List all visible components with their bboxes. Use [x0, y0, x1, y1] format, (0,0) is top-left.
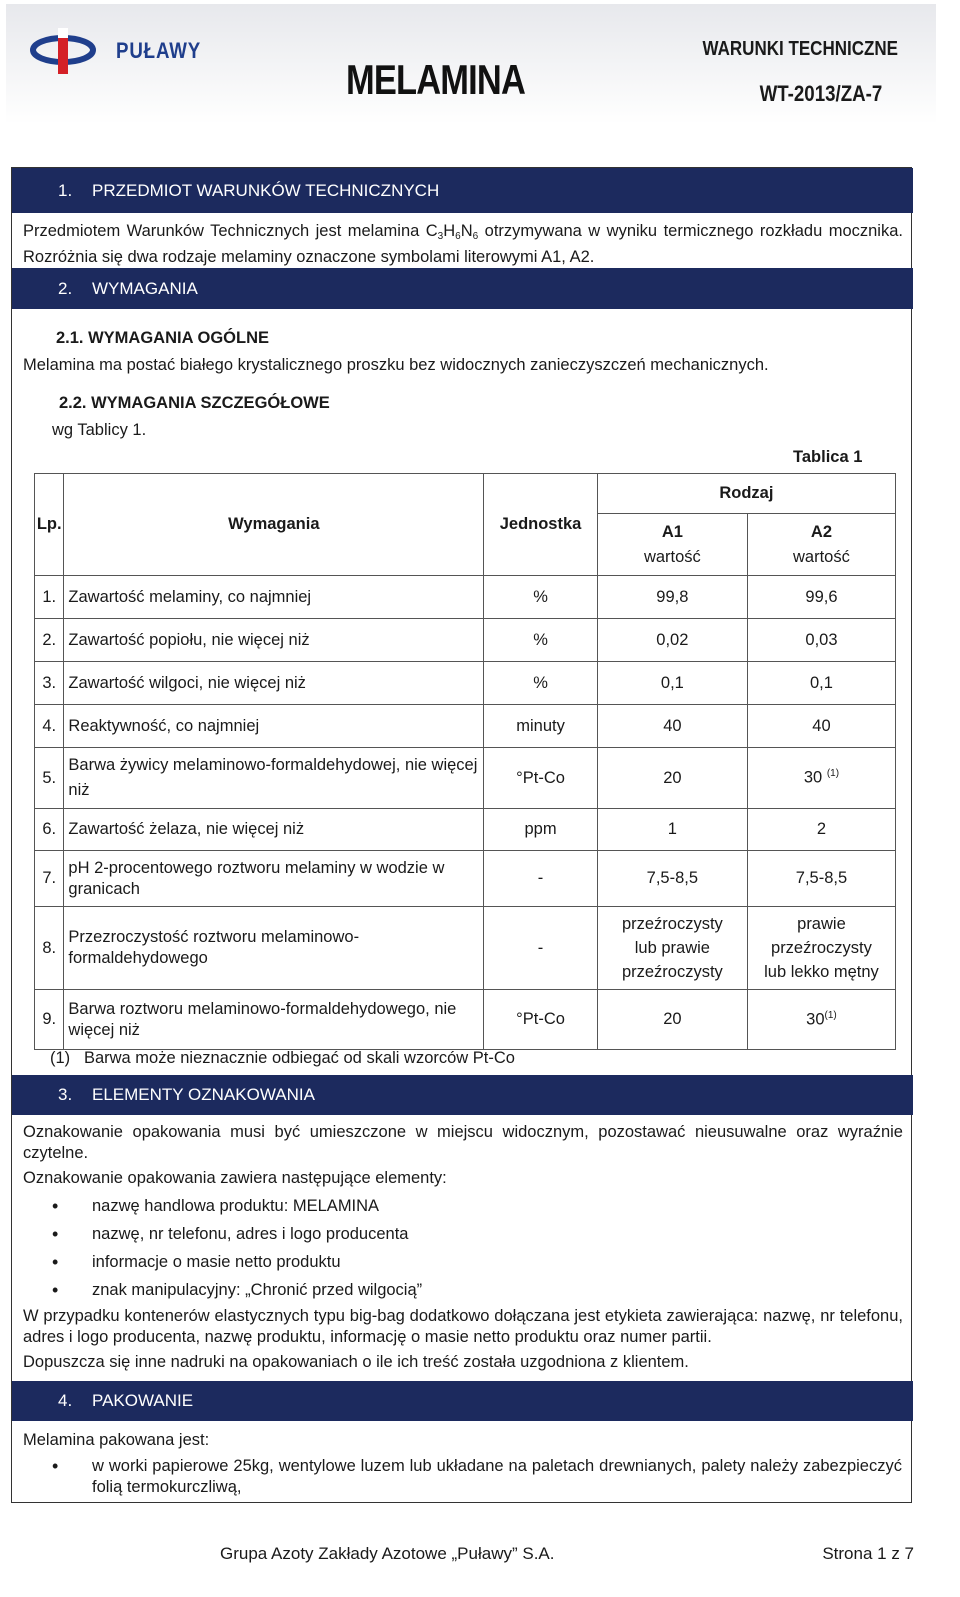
- footer-company: Grupa Azoty Zakłady Azotowe „Puławy” S.A.: [220, 1544, 555, 1563]
- header-lp: Lp.: [35, 474, 64, 576]
- row-requirement: Przezroczystość roztworu melaminowo-formaldehydowego: [64, 907, 484, 990]
- section-1-heading: [12, 168, 913, 213]
- row-lp: 9.: [35, 990, 64, 1050]
- section-number: 1.: [58, 181, 73, 200]
- section-3-heading: [12, 1075, 913, 1115]
- packaging-list: [50, 1456, 902, 1498]
- row-value-a1: 20: [597, 748, 747, 809]
- row-unit: °Pt-Co: [484, 990, 598, 1050]
- list-item: • nazwę handlowa produktu: MELAMINA: [50, 1192, 422, 1220]
- subsection-2-1-text: Melamina ma postać białego krystalicznego proszku bez widocznych zanieczyszczeń mechanicznych.: [23, 356, 769, 374]
- row-value-a2: 2: [747, 809, 895, 851]
- row-unit: %: [484, 576, 598, 619]
- document-code: WT-2013/ZA-7: [759, 81, 882, 106]
- row-value-a1: 99,8: [597, 576, 747, 619]
- table-row: [35, 705, 896, 748]
- table-caption: Tablica 1: [793, 448, 863, 466]
- section-4-paragraph-1: Melamina pakowana jest:: [23, 1431, 210, 1449]
- row-unit: minuty: [484, 705, 598, 748]
- header-type: Rodzaj: [597, 474, 895, 514]
- row-value-a2: 99,6: [747, 576, 895, 619]
- row-value-a2: 0,1: [747, 662, 895, 705]
- row-requirement: Zawartość popiołu, nie więcej niż: [64, 619, 484, 662]
- section-3-paragraph-1: Oznakowanie opakowania musi być umieszczone w miejscu widocznym, pozostawać nieusuwalne oraz wyraźnie czytelne.: [23, 1123, 903, 1162]
- row-value-a1: przeźroczysty lub prawie przeźroczysty: [597, 907, 747, 990]
- row-lp: 1.: [35, 576, 64, 619]
- footnote-ref: (1): [826, 768, 840, 780]
- table-row: [35, 851, 896, 907]
- table-row: [35, 576, 896, 619]
- row-lp: 5.: [35, 748, 64, 809]
- section-3-paragraph-4: Dopuszcza się inne nadruki na opakowaniach o ile ich treść została uzgodniona z klientem.: [23, 1353, 689, 1371]
- row-value-a2: 0,03: [747, 619, 895, 662]
- section-3-paragraph-3: W przypadku kontenerów elastycznych typu big-bag dodatkowo dołączana jest etykieta zawierająca: nazwę, nr telefonu, adres i logo producenta, nazwę produktu, informację o masie netto produktu oraz numer partii.: [23, 1307, 903, 1346]
- row-lp: 6.: [35, 809, 64, 851]
- section-title: PAKOWANIE: [92, 1391, 194, 1410]
- footer-page-number: Strona 1 z 7: [822, 1544, 914, 1563]
- row-value-a2: 30$^{(1)}$: [747, 990, 895, 1050]
- row-unit: °Pt-Co: [484, 748, 598, 809]
- table-footnote: (1) Barwa może nieznacznie odbiegać od skali wzorców Pt-Co: [50, 1049, 515, 1067]
- table-row: [35, 619, 896, 662]
- footnote-ref: (1): [824, 1009, 837, 1021]
- section-1-text: Przedmiotem Warunków Technicznych jest melamina $C_3H_6N_6$ otrzymywana w wyniku termicznego rozkładu mocznika. Rozróżnia się dwa rodzaje melaminy oznaczone symbolami literowymi A1, A2.: [23, 222, 903, 266]
- row-value-a2: 7,5-8,5: [747, 851, 895, 907]
- header-requirements: Wymagania: [64, 474, 484, 576]
- table-row: [35, 990, 896, 1050]
- row-requirement: Zawartość żelaza, nie więcej niż: [64, 809, 484, 851]
- table-header-row: [35, 474, 896, 514]
- row-unit: %: [484, 662, 598, 705]
- row-unit: %: [484, 619, 598, 662]
- list-item: • w worki papierowe 25kg, wentylowe luzem lub układane na paletach drewnianych, palety należy zabezpieczyć folią termokurczliwą,: [50, 1456, 902, 1498]
- row-value-a1: 7,5-8,5: [597, 851, 747, 907]
- logo-emblem-icon: [28, 26, 98, 86]
- requirements-table: [34, 473, 896, 1050]
- table-row: [35, 748, 896, 809]
- section-number: 2.: [58, 279, 73, 298]
- row-value-a2: 40: [747, 705, 895, 748]
- row-requirement: Zawartość wilgoci, nie więcej niż: [64, 662, 484, 705]
- subsection-2-2-ref: wg Tablicy 1.: [52, 421, 147, 439]
- header-a2: A2 wartość: [747, 514, 895, 576]
- row-value-a1: 0,1: [597, 662, 747, 705]
- row-requirement: Barwa żywicy melaminowo-formaldehydowej, nie więcej niż: [64, 748, 484, 809]
- section-4-heading: [12, 1381, 913, 1421]
- row-value-a1: 20: [597, 990, 747, 1050]
- row-requirement: pH 2-procentowego roztworu melaminy w wodzie w granicach: [64, 851, 484, 907]
- row-lp: 4.: [35, 705, 64, 748]
- row-unit: -: [484, 851, 598, 907]
- row-unit: -: [484, 907, 598, 990]
- section-title: PRZEDMIOT WARUNKÓW TECHNICZNYCH: [92, 181, 440, 200]
- row-value-a2: 30 $^{(1)}$: [747, 748, 895, 809]
- row-lp: 3.: [35, 662, 64, 705]
- list-item: • nazwę, nr telefonu, adres i logo producenta: [50, 1220, 422, 1248]
- row-value-a1: 1: [597, 809, 747, 851]
- list-item: • informacje o masie netto produktu: [50, 1248, 422, 1276]
- section-title: WYMAGANIA: [92, 279, 198, 298]
- company-logo: [28, 26, 203, 86]
- row-lp: 7.: [35, 851, 64, 907]
- row-value-a1: 40: [597, 705, 747, 748]
- row-requirement: Zawartość melaminy, co najmniej: [64, 576, 484, 619]
- row-requirement: Barwa roztworu melaminowo-formaldehydowego, nie więcej niż: [64, 990, 484, 1050]
- row-requirement: Reaktywność, co najmniej: [64, 705, 484, 748]
- table-row: [35, 662, 896, 705]
- section-number: 4.: [58, 1391, 73, 1410]
- product-title: MELAMINA: [346, 56, 526, 103]
- document-type: WARUNKI TECHNICZNE: [702, 38, 898, 60]
- row-value-a1: 0,02: [597, 619, 747, 662]
- marking-elements-list: [50, 1192, 422, 1304]
- header-a1: A1 wartość: [597, 514, 747, 576]
- table-row: [35, 907, 896, 990]
- document-header: [6, 4, 936, 124]
- section-2-heading: [12, 268, 913, 309]
- subsection-2-2-title: 2.2. WYMAGANIA SZCZEGÓŁOWE: [59, 394, 330, 412]
- row-lp: 8.: [35, 907, 64, 990]
- row-unit: ppm: [484, 809, 598, 851]
- table-row: [35, 809, 896, 851]
- row-value-a2: prawie przeźroczysty lub lekko mętny: [747, 907, 895, 990]
- section-3-paragraph-2: Oznakowanie opakowania zawiera następujące elementy:: [23, 1169, 447, 1187]
- list-item: • znak manipulacyjny: „Chronić przed wilgocią”: [50, 1276, 422, 1304]
- row-lp: 2.: [35, 619, 64, 662]
- section-number: 3.: [58, 1085, 73, 1104]
- header-unit: Jednostka: [484, 474, 598, 576]
- section-title: ELEMENTY OZNAKOWANIA: [92, 1085, 315, 1104]
- logo-wordmark: PUŁAWY: [116, 38, 202, 63]
- subsection-2-1-title: 2.1. WYMAGANIA OGÓLNE: [56, 329, 269, 347]
